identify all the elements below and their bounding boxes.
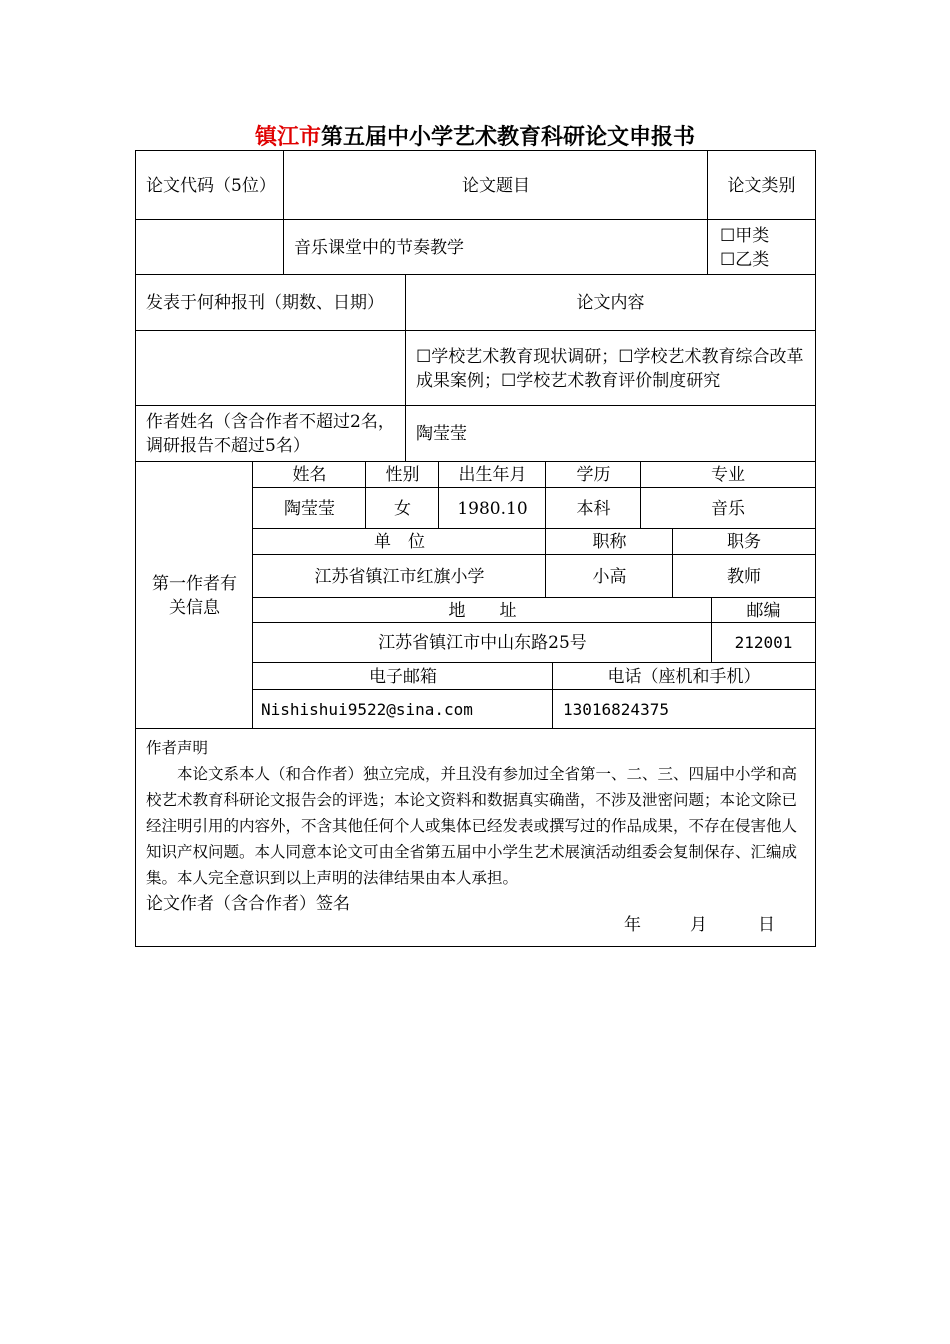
header-email: 电子邮箱 bbox=[369, 666, 437, 687]
header-birth: 出生年月 bbox=[458, 465, 527, 485]
authors-label: 作者姓名（含合作者不超过2名，调研报告不超过5名） bbox=[146, 412, 395, 456]
header-major: 专业 bbox=[711, 465, 745, 485]
declaration-section bbox=[136, 729, 815, 946]
title-city: 镇江市 bbox=[254, 124, 321, 150]
header-postcode: 邮编 bbox=[746, 600, 781, 621]
grid-line bbox=[136, 461, 815, 462]
grid-line bbox=[136, 405, 815, 406]
paper-content-label: 论文内容 bbox=[576, 293, 645, 313]
header-unit: 单 位 bbox=[374, 532, 425, 552]
grid-line bbox=[711, 598, 712, 663]
value-postcode: 212001 bbox=[734, 633, 793, 652]
first-author-section-label: 第一作者有关信息 bbox=[152, 573, 237, 618]
category-option-a[interactable]: ☐甲类 bbox=[720, 225, 770, 246]
signature-label: 论文作者（含合作者）签名 bbox=[146, 894, 350, 914]
grid-line bbox=[545, 462, 546, 529]
grid-line bbox=[253, 662, 815, 663]
grid-line bbox=[253, 528, 815, 529]
value-phone: 13016824375 bbox=[563, 699, 669, 719]
page-title bbox=[0, 120, 950, 151]
header-position: 职务 bbox=[727, 532, 761, 552]
value-name: 陶莹莹 bbox=[284, 498, 335, 519]
title-main: 第五届中小学艺术教育科研论文申报书 bbox=[321, 124, 696, 150]
paper-content-options[interactable]: ☐学校艺术教育现状调研；☐学校艺术教育综合改革成果案例；☐学校艺术教育评价制度研究 bbox=[416, 346, 804, 391]
authors-value: 陶莹莹 bbox=[416, 424, 467, 444]
grid-line bbox=[253, 554, 815, 555]
date-month: 月 bbox=[690, 915, 707, 935]
paper-topic-label: 论文题目 bbox=[462, 175, 530, 196]
grid-line bbox=[672, 529, 673, 598]
grid-line bbox=[552, 663, 553, 729]
header-name: 姓名 bbox=[292, 465, 327, 485]
value-education: 本科 bbox=[576, 498, 611, 519]
grid-line bbox=[365, 462, 366, 529]
paper-code-label: 论文代码（5位） bbox=[146, 175, 276, 196]
grid-line bbox=[136, 219, 815, 220]
header-phone: 电话（座机和手机） bbox=[607, 666, 761, 687]
grid-line bbox=[136, 728, 815, 729]
header-gender: 性别 bbox=[385, 465, 420, 485]
header-education: 学历 bbox=[576, 465, 611, 485]
paper-category-label: 论文类别 bbox=[727, 175, 796, 196]
value-email: Nishishui9522@sina.com bbox=[261, 699, 473, 719]
grid-line bbox=[253, 689, 815, 690]
grid-line bbox=[253, 622, 815, 623]
grid-line bbox=[438, 462, 439, 529]
grid-line bbox=[253, 487, 815, 488]
date-day: 日 bbox=[758, 915, 775, 935]
declaration-body: 本论文系本人（和合作者）独立完成，并且没有参加过全省第一、二、三、四届中小学和高校艺术教育科研论文报告会的评选；本论文资料和数据真实确凿，不涉及泄密问题；本论文除已经注明引用的内容外，不含其他任何个人或集体已经发表或撰写过的作品成果，不存在侵害他人知识产权问题。本人同意本论文可由全省第五届中小学生艺术展演活动组委会复制保存、汇编成集。本人完全意识到以上声明的法律结果由本人承担。 bbox=[146, 765, 798, 887]
grid-line bbox=[283, 151, 284, 275]
grid-line bbox=[136, 274, 815, 275]
value-birth: 1980.10 bbox=[457, 498, 528, 519]
category-option-b[interactable]: ☐乙类 bbox=[720, 249, 770, 270]
value-title: 小高 bbox=[592, 566, 627, 587]
header-address: 地 址 bbox=[448, 600, 517, 621]
journal-label: 发表于何种报刊（期数、日期） bbox=[146, 293, 384, 313]
grid-line bbox=[640, 462, 641, 529]
paper-code-value bbox=[136, 220, 284, 275]
declaration-heading: 作者声明 bbox=[146, 739, 209, 757]
grid-line bbox=[252, 462, 253, 729]
value-gender: 女 bbox=[394, 498, 411, 519]
header-title: 职称 bbox=[592, 532, 627, 552]
grid-line bbox=[253, 597, 815, 598]
grid-line bbox=[136, 330, 815, 331]
journal-value bbox=[136, 331, 406, 406]
grid-line bbox=[405, 275, 406, 462]
value-position: 教师 bbox=[727, 566, 761, 587]
value-unit: 江苏省镇江市红旗小学 bbox=[314, 566, 485, 587]
date-year: 年 bbox=[624, 915, 641, 935]
application-form-table bbox=[135, 150, 816, 947]
paper-topic-value: 音乐课堂中的节奏教学 bbox=[294, 237, 464, 258]
value-address: 江苏省镇江市中山东路25号 bbox=[378, 633, 587, 653]
grid-line bbox=[545, 529, 546, 598]
category-options bbox=[708, 220, 815, 275]
value-major: 音乐 bbox=[711, 498, 745, 519]
grid-line bbox=[707, 151, 708, 275]
